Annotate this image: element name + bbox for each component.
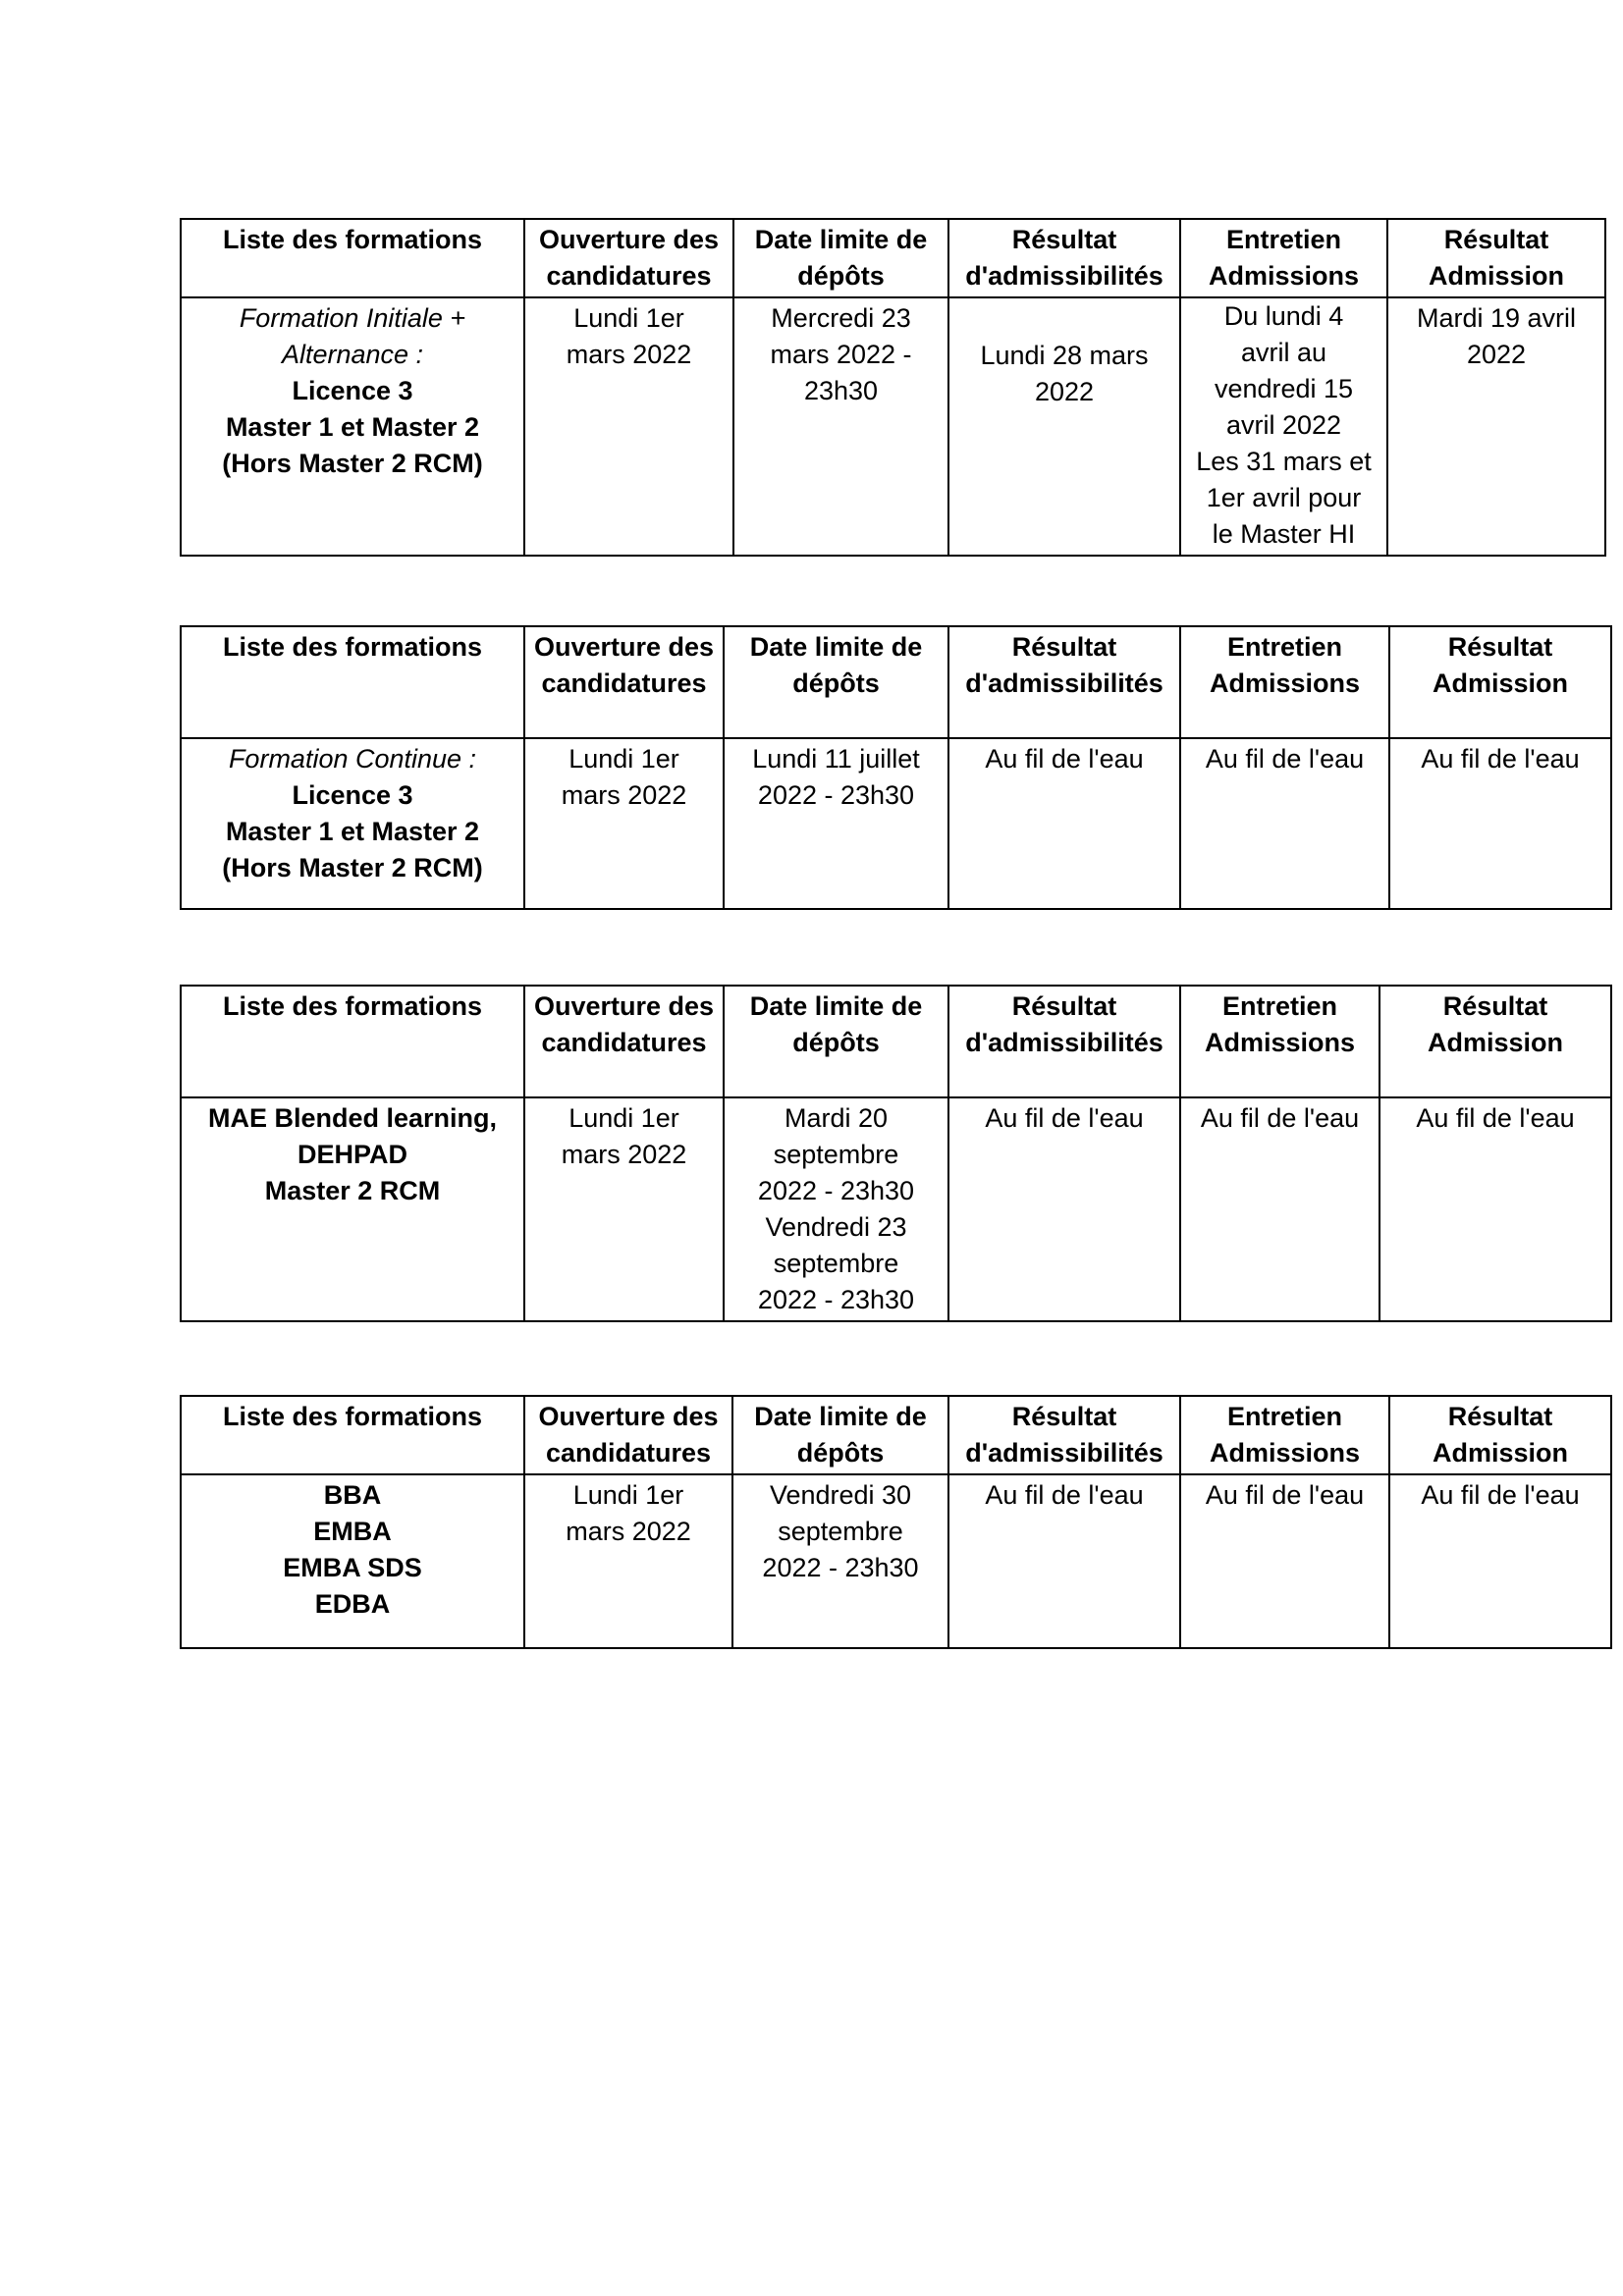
cell-ouverture — [524, 1097, 724, 1321]
formation-name: EMBA — [313, 1517, 392, 1546]
header-entretien: Entretien Admissions — [1180, 219, 1387, 297]
cell-formations — [181, 297, 524, 556]
text-line: Vendredi 30 — [769, 1480, 912, 1510]
text-line: avril 2022 — [1225, 410, 1342, 440]
text-line: 2022 — [1034, 377, 1095, 406]
header-admissibilites: Résultat d'admissibilités — [948, 626, 1180, 738]
header-liste-formations: Liste des formations — [181, 986, 524, 1097]
header-liste-formations: Liste des formations — [181, 219, 524, 297]
formation-name: EMBA SDS — [283, 1553, 422, 1582]
cell-date-limite — [724, 1097, 948, 1321]
text-line: Du lundi 4 — [1223, 301, 1344, 331]
text-line: mars 2022 — [561, 1140, 687, 1169]
formation-type-line: Formation Continue : — [228, 744, 477, 774]
formation-name: BBA — [323, 1480, 382, 1510]
cell-formations — [181, 738, 524, 909]
header-admissibilites: Résultat d'admissibilités — [948, 986, 1180, 1097]
text-line: Mardi 20 — [784, 1103, 889, 1133]
formation-type-line: Alternance : — [281, 340, 424, 369]
cell-admissibilites: Au fil de l'eau — [948, 1474, 1180, 1648]
header-admissibilites: Résultat d'admissibilités — [948, 1396, 1180, 1474]
cell-entretien: Au fil de l'eau — [1180, 1474, 1389, 1648]
cell-formations — [181, 1097, 524, 1321]
schedule-table-bba-emba — [180, 1395, 1612, 1649]
text-line: Vendredi 23 — [765, 1212, 907, 1242]
header-date-limite: Date limite de dépôts — [724, 626, 948, 738]
cell-admissibilites: Au fil de l'eau — [948, 738, 1180, 909]
header-date-limite: Date limite de dépôts — [733, 219, 948, 297]
formation-name: Master 1 et Master 2 — [225, 817, 480, 846]
formation-name: Licence 3 — [292, 376, 413, 405]
text-line: Les 31 mars et — [1196, 447, 1372, 476]
header-date-limite: Date limite de dépôts — [724, 986, 948, 1097]
cell-resultat: Au fil de l'eau — [1380, 1097, 1611, 1321]
text-line: Lundi 28 mars — [980, 341, 1149, 370]
header-entretien: Entretien Admissions — [1180, 1396, 1389, 1474]
text-line: Lundi 1er — [568, 1103, 679, 1133]
cell-entretien: Au fil de l'eau — [1180, 1097, 1380, 1321]
formation-name: DEHPAD — [297, 1140, 407, 1169]
cell-admissibilites — [948, 297, 1180, 556]
cell-date-limite — [733, 297, 948, 556]
text-line: 1er avril pour — [1206, 483, 1362, 512]
text-line: mars 2022 — [561, 780, 687, 810]
text-line: Lundi 1er — [572, 1480, 684, 1510]
text-line: Lundi 1er — [573, 303, 684, 333]
text-line: vendredi 15 — [1214, 374, 1354, 403]
formation-name: Master 2 RCM — [264, 1176, 441, 1205]
text-line: 2022 - 23h30 — [757, 1285, 915, 1314]
text-line: 2022 — [1466, 340, 1527, 369]
text-line: 23h30 — [803, 376, 879, 405]
text-line: avril au — [1240, 338, 1327, 367]
header-ouverture: Ouverture des candidatures — [524, 986, 724, 1097]
cell-ouverture — [524, 1474, 732, 1648]
text-line: septembre — [778, 1517, 903, 1546]
text-line: Lundi 11 juillet — [752, 744, 920, 774]
cell-admissibilites: Au fil de l'eau — [948, 1097, 1180, 1321]
header-liste-formations: Liste des formations — [181, 1396, 524, 1474]
text-line: Lundi 1er — [568, 744, 679, 774]
formation-name: Licence 3 — [292, 780, 413, 810]
cell-date-limite — [732, 1474, 948, 1648]
header-resultat: Résultat Admission — [1389, 626, 1611, 738]
schedule-table-mae-dehpad — [180, 985, 1612, 1322]
formation-name: (Hors Master 2 RCM) — [222, 449, 483, 478]
header-ouverture: Ouverture des candidatures — [524, 219, 733, 297]
schedule-table-formation-continue — [180, 625, 1612, 910]
text-line: septembre — [773, 1140, 899, 1169]
text-line: 2022 - 23h30 — [757, 1176, 915, 1205]
text-line: le Master HI — [1212, 519, 1356, 549]
cell-formations — [181, 1474, 524, 1648]
text-line: septembre — [773, 1249, 899, 1278]
text-line: Mardi 19 avril — [1416, 303, 1577, 333]
formation-name: Master 1 et Master 2 — [225, 412, 480, 442]
header-entretien: Entretien Admissions — [1180, 626, 1389, 738]
text-line: mars 2022 - — [770, 340, 912, 369]
text-line: 2022 - 23h30 — [757, 780, 915, 810]
cell-resultat: Au fil de l'eau — [1389, 738, 1611, 909]
cell-resultat: Au fil de l'eau — [1389, 1474, 1611, 1648]
header-liste-formations: Liste des formations — [181, 626, 524, 738]
formation-type-line: Formation Initiale + — [239, 303, 466, 333]
header-admissibilites: Résultat d'admissibilités — [948, 219, 1180, 297]
formation-name: MAE Blended learning, — [207, 1103, 498, 1133]
cell-resultat — [1387, 297, 1605, 556]
cell-ouverture — [524, 738, 724, 909]
text-line: mars 2022 — [566, 1517, 691, 1546]
text-line: Mercredi 23 — [771, 303, 911, 333]
header-resultat: Résultat Admission — [1387, 219, 1605, 297]
header-ouverture: Ouverture des candidatures — [524, 626, 724, 738]
cell-entretien — [1180, 297, 1387, 556]
header-date-limite: Date limite de dépôts — [732, 1396, 948, 1474]
header-entretien: Entretien Admissions — [1180, 986, 1380, 1097]
cell-entretien: Au fil de l'eau — [1180, 738, 1389, 909]
schedule-table-formation-initiale — [180, 218, 1606, 557]
formation-name: (Hors Master 2 RCM) — [222, 853, 483, 882]
header-ouverture: Ouverture des candidatures — [524, 1396, 732, 1474]
formation-name: EDBA — [314, 1589, 391, 1619]
cell-ouverture — [524, 297, 733, 556]
text-line: 2022 - 23h30 — [762, 1553, 919, 1582]
header-resultat: Résultat Admission — [1380, 986, 1611, 1097]
header-resultat: Résultat Admission — [1389, 1396, 1611, 1474]
text-line: mars 2022 — [566, 340, 692, 369]
cell-date-limite — [724, 738, 948, 909]
